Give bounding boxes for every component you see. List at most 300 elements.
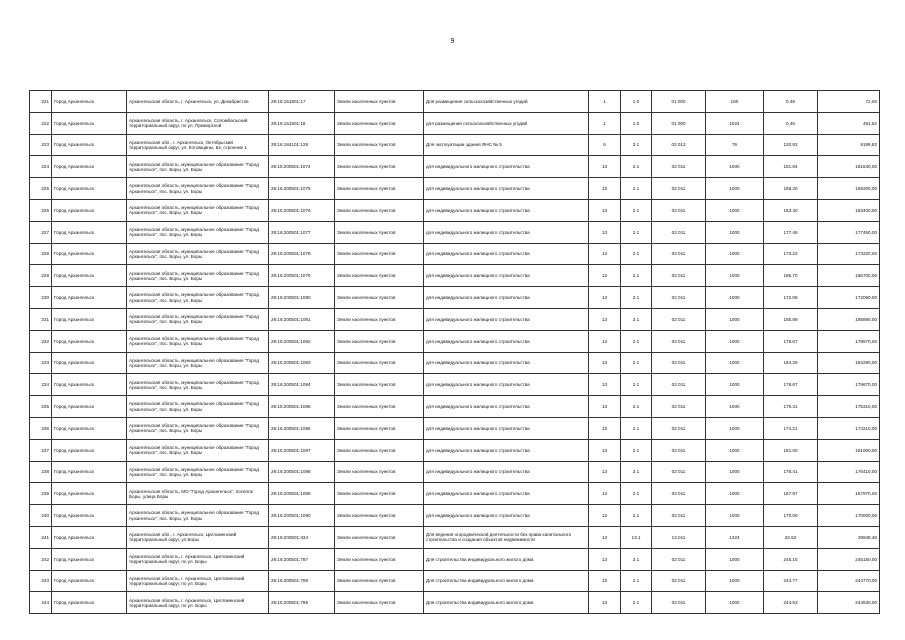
permitted-use-cell: для индивидуального жилищного строительства [424, 505, 589, 527]
land-category-cell: Земли населенных пунктов [335, 352, 424, 374]
specific-value-cell: 185.89 [764, 308, 818, 330]
use-code-cell: 02 011 [652, 439, 706, 461]
row-number: 242 [30, 548, 52, 570]
area-cell: 1024 [706, 112, 764, 134]
specific-value-cell: 179.67 [764, 374, 818, 396]
land-category-cell: Земли населенных пунктов [335, 221, 424, 243]
area-cell: 76 [706, 134, 764, 156]
specific-value-cell: 120.82 [764, 134, 818, 156]
group-cell: 13 [589, 483, 621, 505]
use-code-cell: 02 011 [652, 505, 706, 527]
row-number: 233 [30, 352, 52, 374]
group-cell: 13 [589, 592, 621, 614]
coefficient-cell: 2.1 [621, 592, 652, 614]
specific-value-cell: 177.46 [764, 221, 818, 243]
area-cell: 1000 [706, 548, 764, 570]
group-cell: 13 [589, 352, 621, 374]
cadastral-number-cell: 29:16:200501:1089 [269, 483, 335, 505]
cadastral-value-cell: 170000,00 [818, 505, 880, 527]
coefficient-cell: 2.1 [621, 265, 652, 287]
permitted-use-cell: для индивидуального жилищного строительства [424, 461, 589, 483]
specific-value-cell: 174.21 [764, 417, 818, 439]
coefficient-cell: 1.0 [621, 112, 652, 134]
row-number: 239 [30, 483, 52, 505]
use-code-cell: 13.011 [652, 526, 706, 548]
specific-value-cell: 22.62 [764, 526, 818, 548]
specific-value-cell: 167.97 [764, 483, 818, 505]
area-cell: 1324 [706, 526, 764, 548]
land-category-cell: Земли населенных пунктов [335, 505, 424, 527]
region-cell: Город Архангельск [52, 417, 127, 439]
group-cell: 13 [589, 461, 621, 483]
specific-value-cell: 178.67 [764, 330, 818, 352]
region-cell: Город Архангельск [52, 221, 127, 243]
cadastral-value-cell: 175310,00 [818, 396, 880, 418]
cadastral-value-cell: 174210,00 [818, 417, 880, 439]
table-row [30, 91, 880, 113]
land-category-cell: Земли населенных пунктов [335, 330, 424, 352]
table-row [30, 156, 880, 178]
cadastral-value-cell: 29948,48 [818, 526, 880, 548]
coefficient-cell: 2.1 [621, 156, 652, 178]
address-cell: Архангельская область, г. Архангельск, Соломбальский территориальный округ, по ул. Приморской [127, 112, 269, 134]
use-code-cell: 02 011 [652, 417, 706, 439]
table-row [30, 243, 880, 265]
cadastral-value-cell: 179670,00 [818, 374, 880, 396]
row-number: 229 [30, 265, 52, 287]
row-number: 234 [30, 374, 52, 396]
row-number: 221 [30, 91, 52, 113]
use-code-cell: 02 011 [652, 308, 706, 330]
group-cell: 13 [589, 156, 621, 178]
address-cell: Архангельская область, МО "Город Архангельск", поселок Боры, улица Боры [127, 483, 269, 505]
permitted-use-cell: Для строительства индивидуального жилого дома [424, 570, 589, 592]
group-cell: 13 [589, 178, 621, 200]
specific-value-cell: 172.06 [764, 287, 818, 309]
use-code-cell: 02 011 [652, 570, 706, 592]
coefficient-cell: 2.1 [621, 330, 652, 352]
area-cell: 1000 [706, 330, 764, 352]
region-cell: Город Архангельск [52, 308, 127, 330]
use-code-cell: 02 011 [652, 199, 706, 221]
region-cell: Город Архангельск [52, 548, 127, 570]
area-cell: 1000 [706, 461, 764, 483]
address-cell: Архангельская область, муниципальное образование "Город Архангельск", пос. Боры, ул. Боры [127, 308, 269, 330]
area-cell: 1000 [706, 592, 764, 614]
group-cell: 6 [589, 134, 621, 156]
use-code-cell: 02 011 [652, 374, 706, 396]
group-cell: 13 [589, 265, 621, 287]
table-row [30, 592, 880, 614]
group-cell: 13 [589, 548, 621, 570]
address-cell: Архангельская область, муниципальное образование "Город Архангельск", пос. Боры, ул. Боры [127, 352, 269, 374]
coefficient-cell: 2.1 [621, 483, 652, 505]
cadastral-number-cell: 29:16:200501:1075 [269, 178, 335, 200]
cadastral-value-cell: 172060,00 [818, 287, 880, 309]
land-category-cell: Земли населенных пунктов [335, 396, 424, 418]
land-category-cell: Земли населенных пунктов [335, 461, 424, 483]
land-category-cell: Земли населенных пунктов [335, 570, 424, 592]
permitted-use-cell: для индивидуального жилищного строительства [424, 439, 589, 461]
permitted-use-cell: для индивидуального жилищного строительства [424, 417, 589, 439]
row-number: 235 [30, 396, 52, 418]
region-cell: Город Архангельск [52, 374, 127, 396]
table-row [30, 461, 880, 483]
coefficient-cell: 1.0 [621, 91, 652, 113]
area-cell: 1000 [706, 483, 764, 505]
coefficient-cell: 2.1 [621, 352, 652, 374]
specific-value-cell: 184.29 [764, 352, 818, 374]
specific-value-cell: 173.22 [764, 243, 818, 265]
table-row [30, 352, 880, 374]
area-cell: 1000 [706, 156, 764, 178]
use-code-cell: 03 012 [652, 134, 706, 156]
table-row [30, 505, 880, 527]
use-code-cell: 02 011 [652, 330, 706, 352]
group-cell: 13 [589, 221, 621, 243]
cadastral-value-cell: 181840,00 [818, 156, 880, 178]
permitted-use-cell: Для эксплуатации здания ЯНС № 5 [424, 134, 589, 156]
permitted-use-cell: для индивидуального жилищного строительства [424, 308, 589, 330]
region-cell: Город Архангельск [52, 592, 127, 614]
table-row [30, 548, 880, 570]
table-row [30, 308, 880, 330]
permitted-use-cell: Для строительства индивидуального жилого дома [424, 592, 589, 614]
table-row [30, 221, 880, 243]
specific-value-cell: 0.48 [764, 112, 818, 134]
use-code-cell: 02 011 [652, 352, 706, 374]
coefficient-cell: 3.1 [621, 134, 652, 156]
coefficient-cell: 2.1 [621, 548, 652, 570]
coefficient-cell: 2.1 [621, 243, 652, 265]
row-number: 232 [30, 330, 52, 352]
table-row [30, 439, 880, 461]
cadastral-value-cell: 176410,00 [818, 461, 880, 483]
coefficient-cell: 2.1 [621, 308, 652, 330]
cadastral-value-cell: 167970,00 [818, 483, 880, 505]
region-cell: Город Архангельск [52, 461, 127, 483]
land-category-cell: Земли населенных пунктов [335, 417, 424, 439]
row-number: 228 [30, 243, 52, 265]
address-cell: Архангельская область, муниципальное образование "Город Архангельск", пос. Боры, ул. Боры [127, 439, 269, 461]
specific-value-cell: 181.00 [764, 439, 818, 461]
coefficient-cell: 2.1 [621, 417, 652, 439]
page-number: 9 [450, 38, 455, 45]
coefficient-cell: 2.1 [621, 461, 652, 483]
area-cell: 1000 [706, 243, 764, 265]
cadastral-value-cell: 184290,00 [818, 352, 880, 374]
region-cell: Город Архангельск [52, 243, 127, 265]
table-row [30, 287, 880, 309]
row-number: 227 [30, 221, 52, 243]
address-cell: Архангельская область, муниципальное образование "Город Архангельск", пос. Боры, ул. Боры [127, 287, 269, 309]
use-code-cell: 02 011 [652, 592, 706, 614]
region-cell: Город Архангельск [52, 483, 127, 505]
permitted-use-cell: для индивидуального жилищного строительства [424, 243, 589, 265]
cadastral-value-cell: 245150,00 [818, 548, 880, 570]
address-cell: Архангельская область, муниципальное образование "Город Архангельск", пос. Боры, ул. Боры [127, 221, 269, 243]
address-cell: Архангельская область, муниципальное образование "Город Архангельск", пос. Боры, ул. Боры [127, 396, 269, 418]
cadastral-value-cell: 244530,00 [818, 592, 880, 614]
cadastral-number-cell: 29:16:151901:17 [269, 91, 335, 113]
address-cell: Архангельская область, муниципальное образование "Город Архангельск", пос. Боры, ул. Боры [127, 417, 269, 439]
area-cell: 150 [706, 91, 764, 113]
row-number: 223 [30, 134, 52, 156]
address-cell: Архангельская область, муниципальное образование "Город Архангельск", пос. Боры, ул. Боры [127, 199, 269, 221]
cadastral-number-cell: 29:16:200501:1083 [269, 352, 335, 374]
row-number: 243 [30, 570, 52, 592]
coefficient-cell: 2.1 [621, 374, 652, 396]
address-cell: Архангельская область, г. Архангельск, ул. Декабристов [127, 91, 269, 113]
row-number: 244 [30, 592, 52, 614]
row-number: 238 [30, 461, 52, 483]
coefficient-cell: 2.1 [621, 287, 652, 309]
table-row [30, 330, 880, 352]
cadastral-number-cell: 29:16:200501:1077 [269, 221, 335, 243]
table-row [30, 199, 880, 221]
specific-value-cell: 0.48 [764, 91, 818, 113]
use-code-cell: 02 011 [652, 178, 706, 200]
address-cell: Архангельская область, муниципальное образование "Город Архангельск", пос. Боры, ул. Боры [127, 265, 269, 287]
row-number: 230 [30, 287, 52, 309]
cadastral-value-cell: 244770,00 [818, 570, 880, 592]
region-cell: Город Архангельск [52, 134, 127, 156]
cadastral-value-cell: 181000,00 [818, 439, 880, 461]
cadastral-number-cell: 29:16:200501:787 [269, 548, 335, 570]
group-cell: 13 [589, 439, 621, 461]
area-cell: 1000 [706, 265, 764, 287]
cadastral-number-cell: 29:16:200501:788 [269, 570, 335, 592]
area-cell: 1000 [706, 417, 764, 439]
permitted-use-cell: Для строительства индивидуального жилого дома [424, 548, 589, 570]
area-cell: 1000 [706, 570, 764, 592]
row-number: 225 [30, 178, 52, 200]
land-category-cell: Земли населенных пунктов [335, 91, 424, 113]
table-row [30, 526, 880, 548]
permitted-use-cell: для индивидуального жилищного строительства [424, 374, 589, 396]
land-category-cell: Земли населенных пунктов [335, 526, 424, 548]
permitted-use-cell: для индивидуального жилищного строительства [424, 199, 589, 221]
use-code-cell: 02 011 [652, 461, 706, 483]
area-cell: 1000 [706, 287, 764, 309]
permitted-use-cell: Для ведения огороднической деятельности без права капитального строительства и создания объектов недвижимости [424, 526, 589, 548]
address-cell: Архангельская область, г. Архангельск, Цигломенский территориальный округ, по ул. Боры [127, 570, 269, 592]
address-cell: Архангельская область, муниципальное образование "Город Архангельск", пос. Боры, ул. Боры [127, 243, 269, 265]
specific-value-cell: 244.77 [764, 570, 818, 592]
address-cell: Архангельская область, г. Архангельск, Цигломенский территориальный округ, по ул. Боры [127, 592, 269, 614]
area-cell: 1000 [706, 396, 764, 418]
region-cell: Город Архангельск [52, 352, 127, 374]
land-category-cell: Земли населенных пунктов [335, 243, 424, 265]
cadastral-number-cell: 29:16:184101:128 [269, 134, 335, 156]
address-cell: Архангельская область, муниципальное образование "Город Архангельск", пос. Боры, ул. Боры [127, 374, 269, 396]
permitted-use-cell: для размещения сельскохозяйственных угодий [424, 112, 589, 134]
specific-value-cell: 175.31 [764, 396, 818, 418]
coefficient-cell: 2.1 [621, 570, 652, 592]
table-row [30, 374, 880, 396]
use-code-cell: 01 000 [652, 112, 706, 134]
region-cell: Город Архангельск [52, 287, 127, 309]
group-cell: 13 [589, 526, 621, 548]
coefficient-cell: 2.1 [621, 199, 652, 221]
row-number: 241 [30, 526, 52, 548]
region-cell: Город Архангельск [52, 570, 127, 592]
land-category-cell: Земли населенных пунктов [335, 112, 424, 134]
specific-value-cell: 169.20 [764, 178, 818, 200]
row-number: 237 [30, 439, 52, 461]
land-category-cell: Земли населенных пунктов [335, 374, 424, 396]
area-cell: 1000 [706, 178, 764, 200]
permitted-use-cell: Для размещения сельскохозяйственных угодий [424, 91, 589, 113]
coefficient-cell: 2.1 [621, 178, 652, 200]
permitted-use-cell: для индивидуального жилищного строительства [424, 483, 589, 505]
address-cell: Архангельская область, г. Архангельск, Цигломенский территориальный округ, по ул. Боры [127, 548, 269, 570]
permitted-use-cell: для индивидуального жилищного строительства [424, 287, 589, 309]
use-code-cell: 02 011 [652, 548, 706, 570]
region-cell: Город Архангельск [52, 439, 127, 461]
coefficient-cell: 2.1 [621, 396, 652, 418]
cadastral-number-cell: 29:16:151901:18 [269, 112, 335, 134]
cadastral-number-cell: 29:16:200501:1082 [269, 330, 335, 352]
group-cell: 13 [589, 505, 621, 527]
region-cell: Город Архангельск [52, 91, 127, 113]
cadastral-value-cell: 183400,00 [818, 199, 880, 221]
row-number: 231 [30, 308, 52, 330]
land-register-table [29, 90, 880, 614]
region-cell: Город Архангельск [52, 526, 127, 548]
group-cell: 13 [589, 287, 621, 309]
use-code-cell: 02 011 [652, 221, 706, 243]
table-row [30, 134, 880, 156]
permitted-use-cell: для индивидуального жилищного строительства [424, 156, 589, 178]
coefficient-cell: 13.1 [621, 526, 652, 548]
cadastral-number-cell: 29:16:200501:1080 [269, 287, 335, 309]
region-cell: Город Архангельск [52, 265, 127, 287]
area-cell: 1000 [706, 505, 764, 527]
cadastral-value-cell: 177460,00 [818, 221, 880, 243]
permitted-use-cell: для индивидуального жилищного строительства [424, 221, 589, 243]
permitted-use-cell: для индивидуального жилищного строительства [424, 178, 589, 200]
cadastral-value-cell: 169200,00 [818, 178, 880, 200]
cadastral-value-cell: 72,00 [818, 91, 880, 113]
group-cell: 13 [589, 374, 621, 396]
table-row [30, 178, 880, 200]
group-cell: 1 [589, 112, 621, 134]
land-category-cell: Земли населенных пунктов [335, 308, 424, 330]
region-cell: Город Архангельск [52, 199, 127, 221]
group-cell: 13 [589, 243, 621, 265]
row-number: 236 [30, 417, 52, 439]
specific-value-cell: 170.00 [764, 505, 818, 527]
register-body [30, 91, 880, 614]
area-cell: 1000 [706, 221, 764, 243]
address-cell: Архангельская область, муниципальное образование "Город Архангельск", пос. Боры, ул. Боры [127, 330, 269, 352]
address-cell: Архангельская обл., г. Архангельск, Октябрьский территориальный округ, ул. Котовщины, 64, строение 1 [127, 134, 269, 156]
group-cell: 1 [589, 91, 621, 113]
land-category-cell: Земли населенных пунктов [335, 199, 424, 221]
area-cell: 1000 [706, 308, 764, 330]
cadastral-value-cell: 178670,00 [818, 330, 880, 352]
row-number: 226 [30, 199, 52, 221]
group-cell: 13 [589, 396, 621, 418]
cadastral-value-cell: 9189,82 [818, 134, 880, 156]
cadastral-number-cell: 29:16:200501:1086 [269, 417, 335, 439]
permitted-use-cell: для индивидуального жилищного строительства [424, 396, 589, 418]
row-number: 240 [30, 505, 52, 527]
table-row [30, 396, 880, 418]
land-category-cell: Земли населенных пунктов [335, 156, 424, 178]
table-row [30, 112, 880, 134]
row-number: 222 [30, 112, 52, 134]
specific-value-cell: 186.70 [764, 265, 818, 287]
address-cell: Архангельская обл., г. Архангельск, Цигломенский территориальный округ, ул.Боры [127, 526, 269, 548]
group-cell: 13 [589, 570, 621, 592]
cadastral-number-cell: 29:16:200501:1076 [269, 199, 335, 221]
land-category-cell: Земли населенных пунктов [335, 483, 424, 505]
specific-value-cell: 181.84 [764, 156, 818, 178]
table-row [30, 483, 880, 505]
specific-value-cell: 244.53 [764, 592, 818, 614]
cadastral-number-cell: 29:16:200501:1078 [269, 243, 335, 265]
cadastral-number-cell: 29:16:200501:1079 [269, 265, 335, 287]
cadastral-value-cell: 491,52 [818, 112, 880, 134]
region-cell: Город Архангельск [52, 396, 127, 418]
group-cell: 13 [589, 199, 621, 221]
cadastral-value-cell: 185890,00 [818, 308, 880, 330]
cadastral-number-cell: 29:16:200501:1090 [269, 505, 335, 527]
permitted-use-cell: для индивидуального жилищного строительства [424, 330, 589, 352]
cadastral-number-cell: 29:16:200501:334 [269, 526, 335, 548]
address-cell: Архангельская область, муниципальное образование "Город Архангельск", пос. Боры, ул. Боры [127, 505, 269, 527]
cadastral-number-cell: 29:16:200501:1085 [269, 396, 335, 418]
table-row [30, 417, 880, 439]
address-cell: Архангельская область, муниципальное образование "Город Архангельск", пос. Боры, ул. Боры [127, 156, 269, 178]
cadastral-number-cell: 29:16:200501:1084 [269, 374, 335, 396]
area-cell: 1000 [706, 352, 764, 374]
area-cell: 1000 [706, 199, 764, 221]
region-cell: Город Архангельск [52, 330, 127, 352]
area-cell: 1000 [706, 439, 764, 461]
table-row [30, 265, 880, 287]
group-cell: 13 [589, 330, 621, 352]
use-code-cell: 02 011 [652, 156, 706, 178]
cadastral-value-cell: 173220,00 [818, 243, 880, 265]
row-number: 224 [30, 156, 52, 178]
permitted-use-cell: для индивидуального жилищного строительства [424, 265, 589, 287]
use-code-cell: 02 011 [652, 243, 706, 265]
address-cell: Архангельская область, муниципальное образование "Город Архангельск", пос. Боры, ул. Боры [127, 461, 269, 483]
region-cell: Город Архангельск [52, 112, 127, 134]
coefficient-cell: 2.1 [621, 439, 652, 461]
cadastral-number-cell: 29:16:200501:1087 [269, 439, 335, 461]
use-code-cell: 02 011 [652, 265, 706, 287]
land-category-cell: Земли населенных пунктов [335, 265, 424, 287]
use-code-cell: 02 011 [652, 287, 706, 309]
address-cell: Архангельская область, муниципальное образование "Город Архангельск", пос. Боры, ул. Боры [127, 178, 269, 200]
use-code-cell: 01 000 [652, 91, 706, 113]
use-code-cell: 02 011 [652, 483, 706, 505]
land-category-cell: Земли населенных пунктов [335, 548, 424, 570]
cadastral-number-cell: 29:16:200501:1081 [269, 308, 335, 330]
region-cell: Город Архангельск [52, 505, 127, 527]
coefficient-cell: 2.1 [621, 221, 652, 243]
specific-value-cell: 245.15 [764, 548, 818, 570]
region-cell: Город Архангельск [52, 156, 127, 178]
land-category-cell: Земли населенных пунктов [335, 439, 424, 461]
area-cell: 1000 [706, 374, 764, 396]
specific-value-cell: 176.41 [764, 461, 818, 483]
table-row [30, 570, 880, 592]
